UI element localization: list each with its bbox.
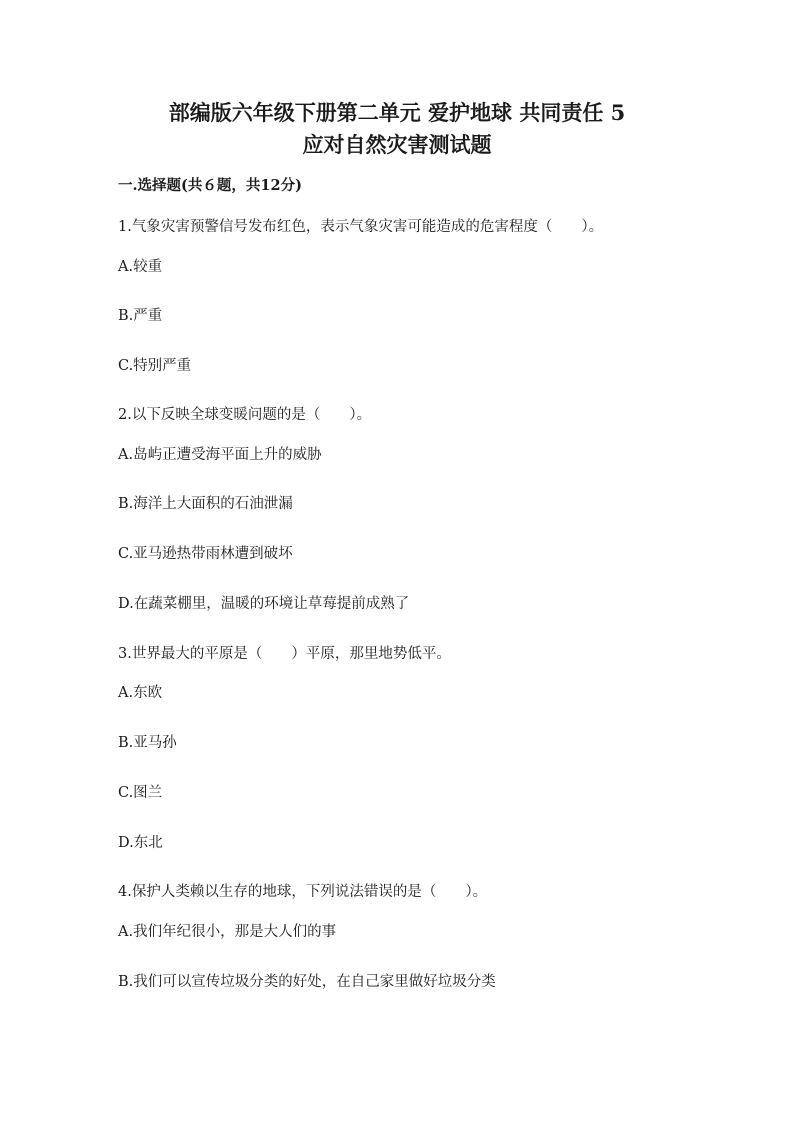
question-2-text: 2.以下反映全球变暖问题的是（ ）。	[118, 407, 372, 423]
question-2-option-d: D.在蔬菜棚里，温暖的环境让草莓提前成熟了	[118, 596, 410, 612]
question-3-text: 3.世界最大的平原是（ ）平原，那里地势低平。	[118, 646, 451, 662]
question-1-option-c: C.特别严重	[118, 358, 192, 374]
section-heading-multiple-choice: 一.选择题(共６题，共12分)	[118, 177, 302, 194]
question-2-option-c: C.亚马逊热带雨林遭到破坏	[118, 546, 293, 562]
question-4-text: 4.保护人类赖以生存的地球，下列说法错误的是（ ）。	[118, 884, 488, 900]
question-3-option-a: A.东欧	[118, 685, 163, 701]
paper-title-line-2: 应对自然灾害测试题	[302, 132, 492, 157]
question-1-option-a: A.较重	[118, 259, 163, 275]
question-1-option-b: B.严重	[118, 308, 163, 324]
question-2-option-a: A.岛屿正遭受海平面上升的威胁	[118, 447, 322, 463]
question-3-option-d: D.东北	[118, 835, 163, 851]
question-1-text: 1.气象灾害预警信号发布红色，表示气象灾害可能造成的危害程度（ ）。	[118, 219, 604, 235]
question-4-option-a: A.我们年纪很小，那是大人们的事	[118, 924, 337, 940]
paper-title-line-1: 部编版六年级下册第二单元 爱护地球 共同责任 5	[168, 100, 626, 125]
question-4-option-b: B.我们可以宣传垃圾分类的好处，在自己家里做好垃圾分类	[118, 974, 496, 990]
question-2-option-b: B.海洋上大面积的石油泄漏	[118, 496, 293, 512]
question-3-option-b: B.亚马孙	[118, 735, 177, 751]
question-3-option-c: C.图兰	[118, 785, 163, 801]
